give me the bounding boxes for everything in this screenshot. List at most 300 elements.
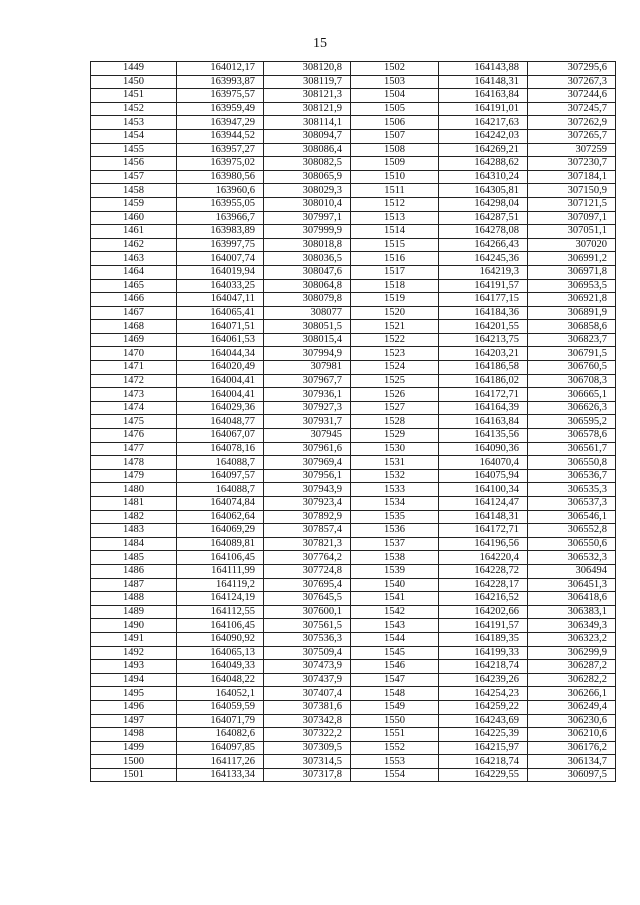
y-coordinate-cell: 307051,1	[528, 225, 616, 239]
x-coordinate-cell: 164203,21	[439, 347, 528, 361]
point-number-cell: 1495	[91, 687, 177, 701]
point-number-cell: 1526	[351, 388, 439, 402]
table-row	[91, 469, 616, 483]
y-coordinate-cell: 308015,4	[264, 333, 351, 347]
x-coordinate-cell: 164029,36	[177, 401, 264, 415]
table-row	[91, 442, 616, 456]
table-row	[91, 197, 616, 211]
x-coordinate-cell: 164164,39	[439, 401, 528, 415]
table-row	[91, 605, 616, 619]
y-coordinate-cell: 307764,2	[264, 551, 351, 565]
table-row	[91, 632, 616, 646]
point-number-cell: 1539	[351, 564, 439, 578]
y-coordinate-cell: 307923,4	[264, 497, 351, 511]
point-number-cell: 1501	[91, 768, 177, 782]
table-row	[91, 347, 616, 361]
y-coordinate-cell: 307230,7	[528, 157, 616, 171]
x-coordinate-cell: 164033,25	[177, 279, 264, 293]
y-coordinate-cell: 307945	[264, 429, 351, 443]
x-coordinate-cell: 164186,58	[439, 361, 528, 375]
table-row	[91, 619, 616, 633]
x-coordinate-cell: 164163,84	[439, 89, 528, 103]
x-coordinate-cell: 164186,02	[439, 374, 528, 388]
table-row	[91, 116, 616, 130]
y-coordinate-cell: 308121,3	[264, 89, 351, 103]
x-coordinate-cell: 164065,41	[177, 306, 264, 320]
y-coordinate-cell: 308077	[264, 306, 351, 320]
table-row	[91, 320, 616, 334]
point-number-cell: 1508	[351, 143, 439, 157]
point-number-cell: 1545	[351, 646, 439, 660]
point-number-cell: 1538	[351, 551, 439, 565]
x-coordinate-cell: 164245,36	[439, 252, 528, 266]
point-number-cell: 1468	[91, 320, 177, 334]
x-coordinate-cell: 163944,52	[177, 129, 264, 143]
y-coordinate-cell: 307931,7	[264, 415, 351, 429]
point-number-cell: 1453	[91, 116, 177, 130]
y-coordinate-cell: 306550,6	[528, 537, 616, 551]
x-coordinate-cell: 164070,4	[439, 456, 528, 470]
y-coordinate-cell: 306921,8	[528, 293, 616, 307]
x-coordinate-cell: 164100,34	[439, 483, 528, 497]
table-row	[91, 374, 616, 388]
point-number-cell: 1554	[351, 768, 439, 782]
y-coordinate-cell: 306535,3	[528, 483, 616, 497]
y-coordinate-cell: 307342,8	[264, 714, 351, 728]
table-row	[91, 510, 616, 524]
y-coordinate-cell: 307245,7	[528, 102, 616, 116]
x-coordinate-cell: 163975,57	[177, 89, 264, 103]
point-number-cell: 1480	[91, 483, 177, 497]
point-number-cell: 1490	[91, 619, 177, 633]
y-coordinate-cell: 307262,9	[528, 116, 616, 130]
point-number-cell: 1449	[91, 62, 177, 76]
point-number-cell: 1479	[91, 469, 177, 483]
table-row	[91, 741, 616, 755]
y-coordinate-cell: 307969,4	[264, 456, 351, 470]
x-coordinate-cell: 163947,29	[177, 116, 264, 130]
table-row	[91, 306, 616, 320]
y-coordinate-cell: 307150,9	[528, 184, 616, 198]
point-number-cell: 1457	[91, 170, 177, 184]
x-coordinate-cell: 164310,24	[439, 170, 528, 184]
x-coordinate-cell: 164049,33	[177, 660, 264, 674]
y-coordinate-cell: 307821,3	[264, 537, 351, 551]
y-coordinate-cell: 306708,3	[528, 374, 616, 388]
point-number-cell: 1516	[351, 252, 439, 266]
point-number-cell: 1485	[91, 551, 177, 565]
x-coordinate-cell: 163960,6	[177, 184, 264, 198]
x-coordinate-cell: 164019,94	[177, 265, 264, 279]
y-coordinate-cell: 306537,3	[528, 497, 616, 511]
point-number-cell: 1471	[91, 361, 177, 375]
table-row	[91, 225, 616, 239]
table-row	[91, 564, 616, 578]
x-coordinate-cell: 163993,87	[177, 75, 264, 89]
x-coordinate-cell: 164012,17	[177, 62, 264, 76]
y-coordinate-cell: 307309,5	[264, 741, 351, 755]
table-row	[91, 293, 616, 307]
y-coordinate-cell: 307936,1	[264, 388, 351, 402]
x-coordinate-cell: 164191,57	[439, 619, 528, 633]
y-coordinate-cell: 307927,3	[264, 401, 351, 415]
y-coordinate-cell: 307967,7	[264, 374, 351, 388]
coordinates-table	[90, 61, 616, 782]
x-coordinate-cell: 164020,49	[177, 361, 264, 375]
y-coordinate-cell: 307322,2	[264, 728, 351, 742]
y-coordinate-cell: 308082,5	[264, 157, 351, 171]
y-coordinate-cell: 307314,5	[264, 755, 351, 769]
table-row	[91, 755, 616, 769]
y-coordinate-cell: 308010,4	[264, 197, 351, 211]
point-number-cell: 1482	[91, 510, 177, 524]
table-row	[91, 157, 616, 171]
point-number-cell: 1497	[91, 714, 177, 728]
x-coordinate-cell: 164124,47	[439, 497, 528, 511]
x-coordinate-cell: 163955,05	[177, 197, 264, 211]
point-number-cell: 1502	[351, 62, 439, 76]
table-row	[91, 497, 616, 511]
point-number-cell: 1515	[351, 238, 439, 252]
x-coordinate-cell: 164071,51	[177, 320, 264, 334]
y-coordinate-cell: 306991,2	[528, 252, 616, 266]
table-row	[91, 238, 616, 252]
x-coordinate-cell: 164189,35	[439, 632, 528, 646]
point-number-cell: 1484	[91, 537, 177, 551]
y-coordinate-cell: 306858,6	[528, 320, 616, 334]
x-coordinate-cell: 164090,36	[439, 442, 528, 456]
point-number-cell: 1486	[91, 564, 177, 578]
y-coordinate-cell: 307244,6	[528, 89, 616, 103]
point-number-cell: 1473	[91, 388, 177, 402]
point-number-cell: 1464	[91, 265, 177, 279]
table-row	[91, 700, 616, 714]
y-coordinate-cell: 307561,5	[264, 619, 351, 633]
y-coordinate-cell: 306561,7	[528, 442, 616, 456]
y-coordinate-cell: 307956,1	[264, 469, 351, 483]
x-coordinate-cell: 164218,74	[439, 755, 528, 769]
point-number-cell: 1477	[91, 442, 177, 456]
point-number-cell: 1461	[91, 225, 177, 239]
point-number-cell: 1540	[351, 578, 439, 592]
y-coordinate-cell: 307600,1	[264, 605, 351, 619]
point-number-cell: 1522	[351, 333, 439, 347]
table-row	[91, 388, 616, 402]
x-coordinate-cell: 164201,55	[439, 320, 528, 334]
table-row	[91, 401, 616, 415]
y-coordinate-cell: 306891,9	[528, 306, 616, 320]
table-row	[91, 75, 616, 89]
y-coordinate-cell: 306536,7	[528, 469, 616, 483]
y-coordinate-cell: 307267,3	[528, 75, 616, 89]
y-coordinate-cell: 307695,4	[264, 578, 351, 592]
point-number-cell: 1500	[91, 755, 177, 769]
x-coordinate-cell: 164196,56	[439, 537, 528, 551]
point-number-cell: 1517	[351, 265, 439, 279]
point-number-cell: 1496	[91, 700, 177, 714]
y-coordinate-cell: 306552,8	[528, 524, 616, 538]
point-number-cell: 1460	[91, 211, 177, 225]
table-row	[91, 265, 616, 279]
y-coordinate-cell: 307381,6	[264, 700, 351, 714]
x-coordinate-cell: 164216,52	[439, 592, 528, 606]
point-number-cell: 1498	[91, 728, 177, 742]
x-coordinate-cell: 163975,02	[177, 157, 264, 171]
y-coordinate-cell: 307857,4	[264, 524, 351, 538]
point-number-cell: 1503	[351, 75, 439, 89]
table-row	[91, 456, 616, 470]
point-number-cell: 1537	[351, 537, 439, 551]
y-coordinate-cell: 306418,6	[528, 592, 616, 606]
point-number-cell: 1472	[91, 374, 177, 388]
page-number: 15	[313, 36, 327, 51]
table-row	[91, 211, 616, 225]
point-number-cell: 1491	[91, 632, 177, 646]
y-coordinate-cell: 306626,3	[528, 401, 616, 415]
y-coordinate-cell: 306665,1	[528, 388, 616, 402]
y-coordinate-cell: 307407,4	[264, 687, 351, 701]
point-number-cell: 1469	[91, 333, 177, 347]
x-coordinate-cell: 164044,34	[177, 347, 264, 361]
x-coordinate-cell: 164242,03	[439, 129, 528, 143]
y-coordinate-cell: 307892,9	[264, 510, 351, 524]
point-number-cell: 1548	[351, 687, 439, 701]
x-coordinate-cell: 164124,19	[177, 592, 264, 606]
x-coordinate-cell: 164191,57	[439, 279, 528, 293]
y-coordinate-cell: 308086,4	[264, 143, 351, 157]
y-coordinate-cell: 306210,6	[528, 728, 616, 742]
point-number-cell: 1531	[351, 456, 439, 470]
table-row	[91, 768, 616, 782]
point-number-cell: 1511	[351, 184, 439, 198]
point-number-cell: 1455	[91, 143, 177, 157]
x-coordinate-cell: 164047,11	[177, 293, 264, 307]
point-number-cell: 1550	[351, 714, 439, 728]
x-coordinate-cell: 164075,94	[439, 469, 528, 483]
table-row	[91, 102, 616, 116]
x-coordinate-cell: 164133,34	[177, 768, 264, 782]
point-number-cell: 1518	[351, 279, 439, 293]
point-number-cell: 1524	[351, 361, 439, 375]
point-number-cell: 1462	[91, 238, 177, 252]
point-number-cell: 1543	[351, 619, 439, 633]
point-number-cell: 1533	[351, 483, 439, 497]
x-coordinate-cell: 164052,1	[177, 687, 264, 701]
x-coordinate-cell: 164078,16	[177, 442, 264, 456]
y-coordinate-cell: 306230,6	[528, 714, 616, 728]
x-coordinate-cell: 164172,71	[439, 524, 528, 538]
point-number-cell: 1519	[351, 293, 439, 307]
x-coordinate-cell: 164288,62	[439, 157, 528, 171]
point-number-cell: 1512	[351, 197, 439, 211]
y-coordinate-cell: 308018,8	[264, 238, 351, 252]
table-row	[91, 361, 616, 375]
y-coordinate-cell: 306266,1	[528, 687, 616, 701]
point-number-cell: 1549	[351, 700, 439, 714]
x-coordinate-cell: 164259,22	[439, 700, 528, 714]
table-row	[91, 728, 616, 742]
point-number-cell: 1494	[91, 673, 177, 687]
x-coordinate-cell: 164106,45	[177, 551, 264, 565]
table-row	[91, 184, 616, 198]
x-coordinate-cell: 164117,26	[177, 755, 264, 769]
point-number-cell: 1456	[91, 157, 177, 171]
point-number-cell: 1450	[91, 75, 177, 89]
y-coordinate-cell: 306097,5	[528, 768, 616, 782]
x-coordinate-cell: 164199,33	[439, 646, 528, 660]
x-coordinate-cell: 164177,15	[439, 293, 528, 307]
table-row	[91, 646, 616, 660]
x-coordinate-cell: 164266,43	[439, 238, 528, 252]
y-coordinate-cell: 308051,5	[264, 320, 351, 334]
y-coordinate-cell: 307265,7	[528, 129, 616, 143]
table-row	[91, 429, 616, 443]
y-coordinate-cell: 307536,3	[264, 632, 351, 646]
x-coordinate-cell: 164217,63	[439, 116, 528, 130]
table-row	[91, 687, 616, 701]
y-coordinate-cell: 306546,1	[528, 510, 616, 524]
x-coordinate-cell: 164213,75	[439, 333, 528, 347]
y-coordinate-cell: 307097,1	[528, 211, 616, 225]
y-coordinate-cell: 308047,6	[264, 265, 351, 279]
y-coordinate-cell: 306791,5	[528, 347, 616, 361]
point-number-cell: 1527	[351, 401, 439, 415]
y-coordinate-cell: 306323,2	[528, 632, 616, 646]
y-coordinate-cell: 306349,3	[528, 619, 616, 633]
x-coordinate-cell: 164061,53	[177, 333, 264, 347]
y-coordinate-cell: 307295,6	[528, 62, 616, 76]
y-coordinate-cell: 307020	[528, 238, 616, 252]
x-coordinate-cell: 164298,04	[439, 197, 528, 211]
y-coordinate-cell: 306134,7	[528, 755, 616, 769]
x-coordinate-cell: 164112,55	[177, 605, 264, 619]
table-row	[91, 660, 616, 674]
point-number-cell: 1529	[351, 429, 439, 443]
y-coordinate-cell: 306550,8	[528, 456, 616, 470]
x-coordinate-cell: 164082,6	[177, 728, 264, 742]
x-coordinate-cell: 164071,79	[177, 714, 264, 728]
table-row	[91, 415, 616, 429]
point-number-cell: 1551	[351, 728, 439, 742]
point-number-cell: 1475	[91, 415, 177, 429]
point-number-cell: 1465	[91, 279, 177, 293]
point-number-cell: 1452	[91, 102, 177, 116]
x-coordinate-cell: 164007,74	[177, 252, 264, 266]
x-coordinate-cell: 164269,21	[439, 143, 528, 157]
point-number-cell: 1504	[351, 89, 439, 103]
x-coordinate-cell: 163997,75	[177, 238, 264, 252]
x-coordinate-cell: 164074,84	[177, 497, 264, 511]
y-coordinate-cell: 307645,5	[264, 592, 351, 606]
y-coordinate-cell: 308079,8	[264, 293, 351, 307]
table-row	[91, 170, 616, 184]
table-row	[91, 524, 616, 538]
point-number-cell: 1535	[351, 510, 439, 524]
point-number-cell: 1544	[351, 632, 439, 646]
point-number-cell: 1492	[91, 646, 177, 660]
y-coordinate-cell: 308120,8	[264, 62, 351, 76]
y-coordinate-cell: 306760,5	[528, 361, 616, 375]
y-coordinate-cell: 307943,9	[264, 483, 351, 497]
point-number-cell: 1528	[351, 415, 439, 429]
point-number-cell: 1507	[351, 129, 439, 143]
y-coordinate-cell: 308094,7	[264, 129, 351, 143]
x-coordinate-cell: 164287,51	[439, 211, 528, 225]
point-number-cell: 1505	[351, 102, 439, 116]
table-row	[91, 89, 616, 103]
y-coordinate-cell: 307184,1	[528, 170, 616, 184]
x-coordinate-cell: 164163,84	[439, 415, 528, 429]
point-number-cell: 1454	[91, 129, 177, 143]
point-number-cell: 1463	[91, 252, 177, 266]
y-coordinate-cell: 306532,3	[528, 551, 616, 565]
point-number-cell: 1542	[351, 605, 439, 619]
y-coordinate-cell: 308065,9	[264, 170, 351, 184]
point-number-cell: 1546	[351, 660, 439, 674]
y-coordinate-cell: 306383,1	[528, 605, 616, 619]
point-number-cell: 1514	[351, 225, 439, 239]
y-coordinate-cell: 307259	[528, 143, 616, 157]
y-coordinate-cell: 308114,1	[264, 116, 351, 130]
x-coordinate-cell: 163966,7	[177, 211, 264, 225]
coordinates-table-body	[91, 62, 616, 782]
y-coordinate-cell: 307437,9	[264, 673, 351, 687]
x-coordinate-cell: 164111,99	[177, 564, 264, 578]
point-number-cell: 1541	[351, 592, 439, 606]
x-coordinate-cell: 164088,7	[177, 456, 264, 470]
x-coordinate-cell: 164062,64	[177, 510, 264, 524]
y-coordinate-cell: 306287,2	[528, 660, 616, 674]
table-row	[91, 483, 616, 497]
table-row	[91, 252, 616, 266]
table-row	[91, 714, 616, 728]
point-number-cell: 1525	[351, 374, 439, 388]
y-coordinate-cell: 306578,6	[528, 429, 616, 443]
point-number-cell: 1476	[91, 429, 177, 443]
x-coordinate-cell: 163957,27	[177, 143, 264, 157]
x-coordinate-cell: 164004,41	[177, 374, 264, 388]
point-number-cell: 1467	[91, 306, 177, 320]
y-coordinate-cell: 307997,1	[264, 211, 351, 225]
point-number-cell: 1458	[91, 184, 177, 198]
x-coordinate-cell: 164229,55	[439, 768, 528, 782]
point-number-cell: 1483	[91, 524, 177, 538]
x-coordinate-cell: 164135,56	[439, 429, 528, 443]
y-coordinate-cell: 307317,8	[264, 768, 351, 782]
y-coordinate-cell: 307509,4	[264, 646, 351, 660]
x-coordinate-cell: 164097,85	[177, 741, 264, 755]
point-number-cell: 1532	[351, 469, 439, 483]
point-number-cell: 1488	[91, 592, 177, 606]
x-coordinate-cell: 164191,01	[439, 102, 528, 116]
x-coordinate-cell: 164215,97	[439, 741, 528, 755]
table-row	[91, 143, 616, 157]
y-coordinate-cell: 307961,6	[264, 442, 351, 456]
point-number-cell: 1521	[351, 320, 439, 334]
x-coordinate-cell: 164239,26	[439, 673, 528, 687]
point-number-cell: 1534	[351, 497, 439, 511]
x-coordinate-cell: 164048,77	[177, 415, 264, 429]
point-number-cell: 1493	[91, 660, 177, 674]
point-number-cell: 1523	[351, 347, 439, 361]
x-coordinate-cell: 164143,88	[439, 62, 528, 76]
y-coordinate-cell: 308036,5	[264, 252, 351, 266]
point-number-cell: 1489	[91, 605, 177, 619]
table-row	[91, 578, 616, 592]
point-number-cell: 1470	[91, 347, 177, 361]
x-coordinate-cell: 164048,22	[177, 673, 264, 687]
table-row	[91, 551, 616, 565]
